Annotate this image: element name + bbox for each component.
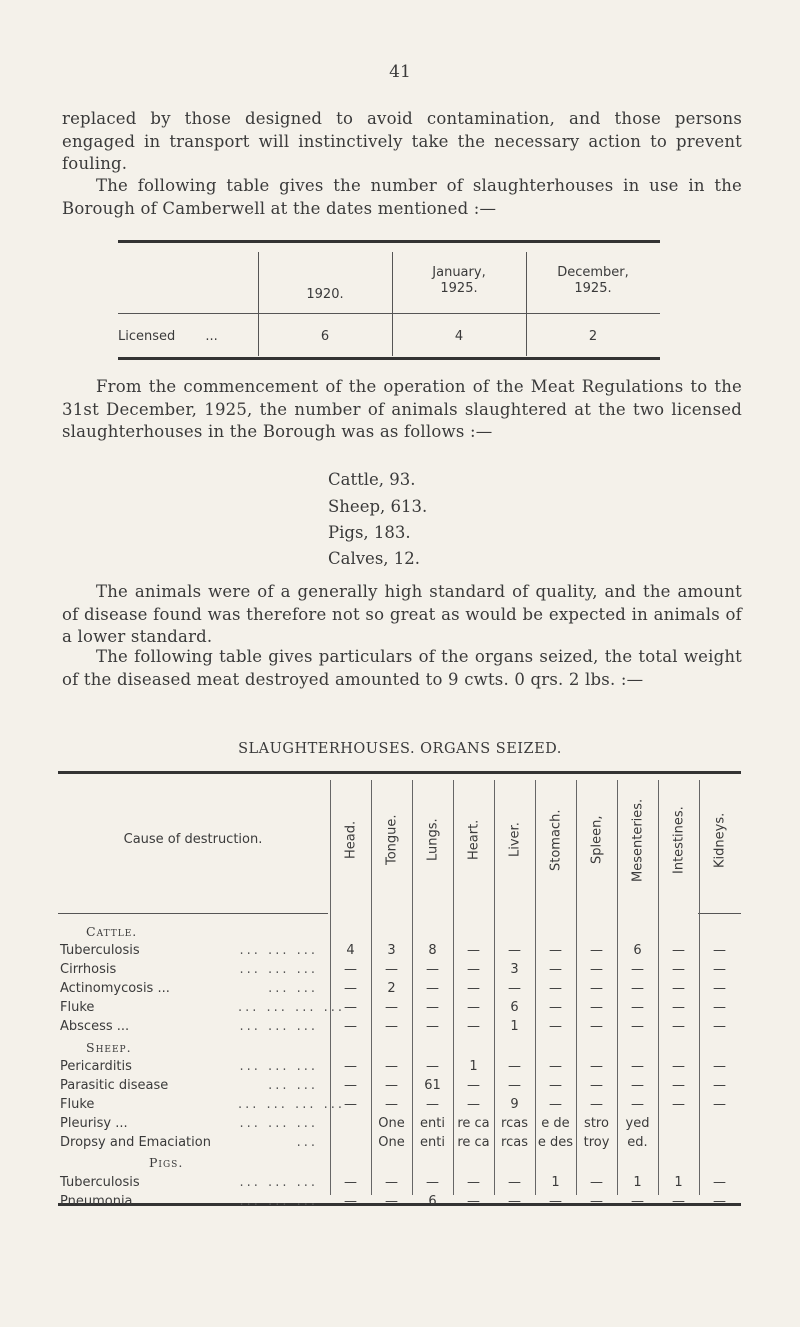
table-cell: rcas [501,1135,528,1150]
row-leader-dots: ... ... ... ... [238,1000,345,1015]
table-cell: — [549,1078,562,1093]
row-label: Cirrhosis [60,962,117,977]
table-row [58,1175,741,1194]
table-cell: — [426,1019,439,1034]
row-leader-dots: ... ... ... [239,1019,318,1034]
table-cell: — [344,981,357,996]
column-header: Lungs. [425,818,441,862]
animal-sheep: Sheep, 613. [328,497,428,516]
table-cell: — [426,1097,439,1112]
table-cell: — [467,1097,480,1112]
table-cell: — [344,1078,357,1093]
table-cell: stro [584,1116,609,1131]
table-cell: re ca [457,1116,490,1131]
row-leader-dots: ... ... ... [239,943,318,958]
table-cell: 9 [510,1097,519,1112]
table-cell: — [631,1097,644,1112]
table-cell: — [590,1000,603,1015]
table-cell: e des [537,1135,574,1150]
table-cell: One [378,1116,405,1131]
table-cell: — [590,1078,603,1093]
row-label: Abscess ... [60,1019,130,1034]
column-header: Liver. [507,822,523,858]
table-cell: — [590,1194,603,1209]
table-cell: — [713,1175,726,1190]
table-cell: — [508,943,521,958]
table-cell: — [713,1078,726,1093]
table-cell: — [467,1194,480,1209]
table-cell: — [590,1059,603,1074]
table-cell: — [467,962,480,977]
table-cell: — [467,1175,480,1190]
paragraph-4: The animals were of a generally high standard of quality, and the amount of disease found was therefore not so great as would be expected in animals of a lower standard. [62,582,742,646]
table-cell: — [385,1019,398,1034]
table-cell: — [713,1059,726,1074]
table-cell: — [713,1019,726,1034]
table-cell: — [508,1078,521,1093]
section-sheep: Sheep. [86,1040,132,1055]
table-cell: — [385,1097,398,1112]
row-leader-dots: ... ... ... [239,1175,318,1190]
table-cell: — [467,981,480,996]
table-cell: — [713,1194,726,1209]
table-cell: — [549,1019,562,1034]
table-cell: — [508,981,521,996]
section-pigs: Pigs. [149,1155,184,1170]
table-cell: — [590,981,603,996]
table-cell: 1 [633,1175,642,1190]
table-cell: enti [420,1116,445,1131]
table-cell: troy [583,1135,610,1150]
table-cell: — [385,1000,398,1015]
row-leader-dots: ... ... ... [239,1194,318,1209]
column-header: Heart. [466,819,482,861]
table-cell: — [590,962,603,977]
table-cell: — [672,1000,685,1015]
table-cell: 3 [387,943,396,958]
row-leader-dots: ... ... ... [239,1059,318,1074]
column-header: Intestines. [671,806,687,874]
table-cell: One [378,1135,405,1150]
row-label: Fluke [60,1000,95,1015]
row-leader-dots: ... ... [268,1078,318,1093]
table-cell: — [385,962,398,977]
table-cell: — [672,1019,685,1034]
table-cell: 6 [633,943,642,958]
table-cell: — [508,1059,521,1074]
table-cell: 6 [510,1000,519,1015]
table-cell: 1 [510,1019,519,1034]
table-row [58,1059,741,1078]
paragraph-2: The following table gives the number of slaughterhouses in use in the Borough of Camberwell at the dates mentioned :— [62,176,742,218]
row-label: Tuberculosis [60,943,140,958]
table-cell: — [508,1175,521,1190]
table-row [58,1194,741,1213]
table-cell: 2 [387,981,396,996]
row-leader-dots: ... ... ... ... [238,1097,345,1112]
table-cell: — [549,1000,562,1015]
table-cell: — [385,1175,398,1190]
table-cell: — [467,1000,480,1015]
table-cell: — [385,1194,398,1209]
table-cell: enti [420,1135,445,1150]
table-row [58,1097,741,1116]
table-cell: — [467,1078,480,1093]
table-cell: re ca [457,1135,490,1150]
section-cattle: Cattle. [86,924,138,939]
table-cell: 4 [346,943,355,958]
animal-pigs: Pigs, 183. [328,523,411,542]
table-cell: — [713,943,726,958]
table-cell: 1 [551,1175,560,1190]
row-leader-dots: ... [296,1135,318,1150]
table-cell: — [508,1194,521,1209]
column-header: Head. [343,820,359,860]
table-row [58,981,741,1000]
table-cell: — [426,1175,439,1190]
row-leader-dots: ... ... ... [239,962,318,977]
table-cell: — [467,943,480,958]
value-1920: 6 [320,329,330,344]
animal-cattle: Cattle, 93. [328,470,416,489]
organs-table-title: SLAUGHTERHOUSES. ORGANS SEIZED. [238,741,562,757]
table-cell: 8 [428,943,437,958]
table-cell: — [713,1097,726,1112]
table-cell: 61 [424,1078,441,1093]
table-cell: — [713,962,726,977]
value-jan-1925: 4 [454,329,464,344]
table-cell: — [549,1194,562,1209]
col-1920: 1920. [306,287,344,302]
table-cell: — [631,1019,644,1034]
table-row [58,1000,741,1019]
table-cell: — [385,1059,398,1074]
table-cell: — [344,1019,357,1034]
table-cell: — [672,1097,685,1112]
table-cell: — [672,981,685,996]
col-dec-1925: December, 1925. [557,265,629,296]
row-leader-dots: ... ... ... [239,1116,318,1131]
value-dec-1925: 2 [588,329,598,344]
table-cell: — [426,1059,439,1074]
table-cell: — [344,1097,357,1112]
table-cell: — [549,1059,562,1074]
column-header: Mesenteries. [630,798,646,882]
table-cell: — [672,943,685,958]
table-cell: — [426,962,439,977]
table-cell: 1 [469,1059,478,1074]
table-cell: — [631,1078,644,1093]
table-cell: 3 [510,962,519,977]
row-label: Fluke [60,1097,95,1112]
row-label: Tuberculosis [60,1175,140,1190]
table-cell: 1 [674,1175,683,1190]
table-cell: — [590,1175,603,1190]
table-row [58,1116,741,1135]
table-cell: rcas [501,1116,528,1131]
row-label: Pericarditis [60,1059,132,1074]
table-cell: — [672,1194,685,1209]
table-cell: — [549,962,562,977]
paragraph-3: From the commencement of the operation of the Meat Regulations to the 31st December, 1925, the number of animals slaughtered at the two licensed slaughterhouses in the Borough was as follows :— [62,377,742,441]
paragraph-5: The following table gives particulars of the organs seized, the total weight of the diseased meat destroyed amounted to 9 cwts. 0 qrs. 2 lbs. :— [62,647,742,689]
cause-header: Cause of destruction. [123,832,263,847]
table-row [58,1019,741,1038]
table-row [58,943,741,962]
table-cell: — [426,1000,439,1015]
table-cell: — [713,981,726,996]
table-cell: — [385,1078,398,1093]
table-cell: ed. [627,1135,648,1150]
page-number: 41 [389,62,411,82]
table-cell: — [590,943,603,958]
table-cell: — [631,1059,644,1074]
table-cell: yed [625,1116,650,1131]
column-header: Tongue. [384,814,400,866]
table-cell: — [631,1000,644,1015]
column-header: Kidneys. [712,812,728,868]
table-cell: — [672,962,685,977]
table-cell: — [549,1097,562,1112]
table-cell: — [344,1000,357,1015]
table-cell: — [344,1175,357,1190]
column-header: Stomach. [548,809,564,871]
col-jan-1925: January, 1925. [432,265,486,296]
table-cell: e de [541,1116,570,1131]
table-cell: — [672,1059,685,1074]
table-cell: — [426,981,439,996]
animal-calves: Calves, 12. [328,549,421,568]
table-cell: 6 [428,1194,437,1209]
table-cell: — [549,943,562,958]
row-label: Actinomycosis ... [60,981,170,996]
table-cell: — [631,1194,644,1209]
paragraph-1: replaced by those designed to avoid contamination, and those persons engaged in transport will instinctively take the necessary action to prevent fouling. [62,109,742,173]
table-cell: — [549,981,562,996]
table-row [58,1078,741,1097]
table-cell: — [344,962,357,977]
table-row [58,1135,741,1154]
row-label: Parasitic disease [60,1078,169,1093]
row-label-licensed: Licensed ... [118,329,218,344]
row-label: Pleurisy ... [60,1116,128,1131]
table-cell: — [344,1194,357,1209]
table-cell: — [467,1019,480,1034]
row-leader-dots: ... ... [268,981,318,996]
table-cell: — [590,1097,603,1112]
table-cell: — [590,1019,603,1034]
table-row [58,962,741,981]
table-cell: — [631,981,644,996]
table-cell: — [672,1078,685,1093]
column-header: Spleen, [589,815,605,865]
row-label: Pneumonia [60,1194,133,1209]
table-cell: — [713,1000,726,1015]
row-label: Dropsy and Emaciation [60,1135,211,1150]
table-cell: — [344,1059,357,1074]
table-cell: — [631,962,644,977]
